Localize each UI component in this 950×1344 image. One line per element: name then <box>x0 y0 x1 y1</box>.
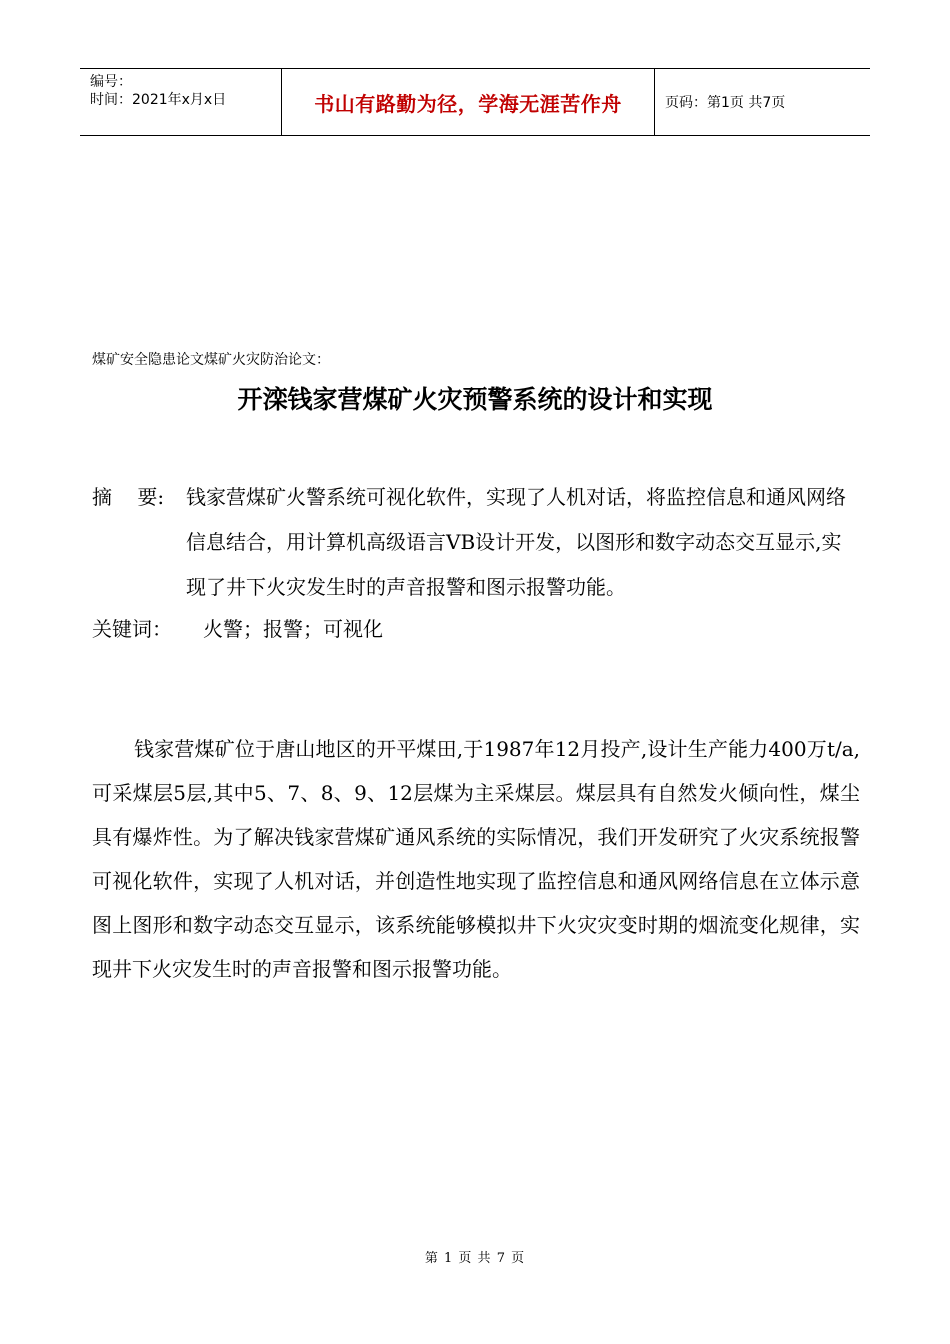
header-meta-cell <box>80 69 281 135</box>
document-title: 开滦钱家营煤矿火灾预警系统的设计和实现 <box>237 385 713 414</box>
keywords-text: 火警；报警；可视化 <box>203 617 383 641</box>
header-table <box>80 68 870 136</box>
abstract-section <box>92 480 862 646</box>
number-label: 编号： <box>90 74 132 90</box>
time-label: 时间：2021年x月x日 <box>90 92 227 108</box>
keywords-row <box>92 612 862 646</box>
page-footer: 第 1 页 共 7 页 <box>424 1251 526 1266</box>
page-info: 页码：第1页 共7页 <box>665 95 786 111</box>
pre-title: 煤矿安全隐患论文煤矿火灾防治论文： <box>92 352 330 368</box>
abstract-row <box>92 480 862 610</box>
abstract-label: 摘 要: <box>92 485 165 509</box>
abstract-text: 钱家营煤矿火警系统可视化软件，实现了人机对话，将监控信息和通风网络信息结合，用计算机高级语言VB设计开发，以图形和数字动态交互显示,实现了井下火灾发生时的声音报警和图示报警功能。 <box>186 485 846 599</box>
keywords-label: 关键词： <box>92 617 172 641</box>
motto: 书山有路勤为径，学海无涯苦作舟 <box>281 69 655 135</box>
body-paragraph: 钱家营煤矿位于唐山地区的开平煤田,于1987年12月投产,设计生产能力400万t/a,可采煤层5层,其中5、7、8、9、12层煤为主采煤层。煤层具有自然发火倾向性，煤尘具有爆炸性。为了解决钱家营煤矿通风系统的实际情况，我们开发研究了火灾系统报警可视化软件，实现了人机对话，并创造性地实现了监控信息和通风网络信息在立体示意图上图形和数字动态交互显示，该系统能够模拟井下火灾灾变时期的烟流变化规律，实现井下火灾发生时的声音报警和图示报警功能。 <box>92 737 860 981</box>
